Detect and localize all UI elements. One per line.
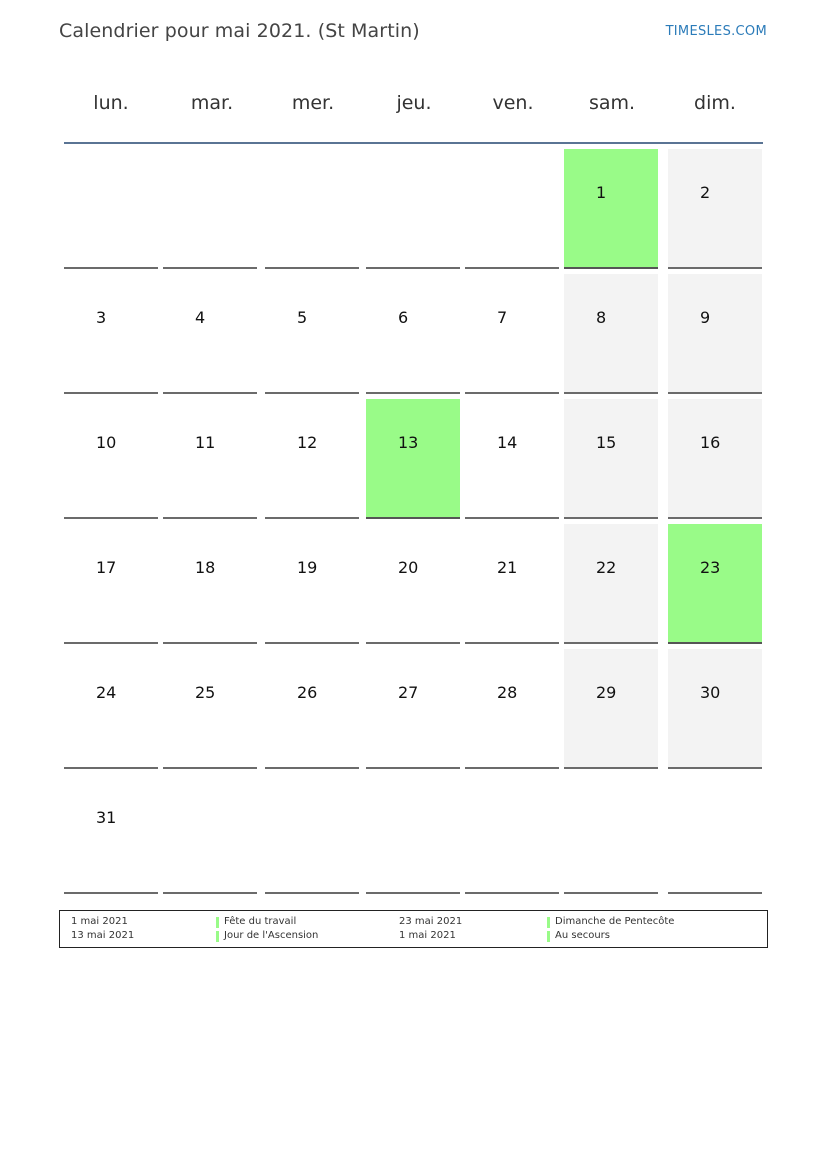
day-number: 17: [96, 558, 117, 577]
day-cell: [564, 524, 658, 644]
day-cell: [64, 524, 158, 644]
weekday-label: sam.: [588, 92, 636, 114]
empty-day-cell: [265, 149, 359, 269]
day-number: 16: [700, 433, 721, 452]
day-number: 30: [700, 683, 721, 702]
day-number: 21: [497, 558, 518, 577]
day-number: 6: [398, 308, 409, 327]
day-cell: [366, 399, 460, 519]
day-number: 24: [96, 683, 117, 702]
empty-day-cell: [265, 774, 359, 894]
empty-day-cell: [64, 149, 158, 269]
day-number: 18: [195, 558, 216, 577]
empty-day-cell: [163, 774, 257, 894]
day-cell: [64, 399, 158, 519]
day-number: 4: [195, 308, 206, 327]
weekday-header: [64, 80, 763, 144]
day-cell: [163, 649, 257, 769]
day-number: 22: [596, 558, 617, 577]
brand-link[interactable]: TIMESLES.COM: [665, 24, 767, 39]
legend-date: 1 mai 2021: [399, 930, 456, 941]
day-cell: [366, 524, 460, 644]
day-number: 23: [700, 558, 721, 577]
empty-day-cell: [163, 149, 257, 269]
legend-name: Au secours: [555, 930, 610, 941]
day-number: 5: [297, 308, 308, 327]
legend-marker: [216, 931, 219, 942]
day-number: 29: [596, 683, 617, 702]
day-cell: [366, 649, 460, 769]
day-cell: [64, 274, 158, 394]
day-cell: [64, 649, 158, 769]
calendar-title: Calendrier pour mai 2021. (St Martin): [59, 20, 420, 42]
day-cell: [465, 649, 559, 769]
day-cell: [265, 274, 359, 394]
day-cell: [564, 399, 658, 519]
day-number: 14: [497, 433, 518, 452]
day-number: 3: [96, 308, 107, 327]
day-cell: [64, 774, 158, 894]
day-number: 26: [297, 683, 318, 702]
day-number: 20: [398, 558, 419, 577]
day-cell: [668, 524, 762, 644]
day-cell: [564, 274, 658, 394]
holiday-legend: [59, 910, 768, 948]
weekday-label: dim.: [694, 92, 736, 114]
day-number: 19: [297, 558, 318, 577]
legend-date: 23 mai 2021: [399, 916, 463, 927]
day-number: 12: [297, 433, 318, 452]
day-cell: [366, 274, 460, 394]
day-cell: [163, 274, 257, 394]
empty-day-cell: [465, 774, 559, 894]
legend-name: Fête du travail: [224, 916, 297, 927]
day-number: 13: [398, 433, 419, 452]
day-number: 27: [398, 683, 419, 702]
legend-marker: [547, 931, 550, 942]
day-number: 9: [700, 308, 711, 327]
day-number: 11: [195, 433, 216, 452]
empty-day-cell: [564, 774, 658, 894]
day-number: 31: [96, 808, 117, 827]
day-cell: [465, 399, 559, 519]
day-cell: [564, 149, 658, 269]
day-number: 15: [596, 433, 617, 452]
weekday-label: jeu.: [396, 92, 432, 114]
day-number: 2: [700, 183, 711, 202]
day-number: 1: [596, 183, 607, 202]
day-cell: [668, 399, 762, 519]
empty-day-cell: [366, 774, 460, 894]
legend-date: 13 mai 2021: [71, 930, 135, 941]
day-cell: [564, 649, 658, 769]
day-cell: [668, 149, 762, 269]
day-cell: [465, 274, 559, 394]
day-cell: [163, 524, 257, 644]
legend-date: 1 mai 2021: [71, 916, 128, 927]
day-number: 10: [96, 433, 117, 452]
weekday-label: lun.: [93, 92, 129, 114]
legend-marker: [547, 917, 550, 928]
empty-day-cell: [668, 774, 762, 894]
legend-name: Jour de l'Ascension: [224, 930, 319, 941]
day-cell: [668, 274, 762, 394]
day-number: 28: [497, 683, 518, 702]
weekday-label: ven.: [492, 92, 534, 114]
day-cell: [265, 649, 359, 769]
day-cell: [265, 399, 359, 519]
empty-day-cell: [366, 149, 460, 269]
empty-day-cell: [465, 149, 559, 269]
day-number: 8: [596, 308, 607, 327]
legend-name: Dimanche de Pentecôte: [555, 916, 675, 927]
day-cell: [163, 399, 257, 519]
weekday-label: mer.: [291, 92, 335, 114]
day-cell: [668, 649, 762, 769]
legend-marker: [216, 917, 219, 928]
day-cell: [265, 524, 359, 644]
day-number: 25: [195, 683, 216, 702]
day-cell: [465, 524, 559, 644]
day-number: 7: [497, 308, 508, 327]
weekday-label: mar.: [190, 92, 234, 114]
